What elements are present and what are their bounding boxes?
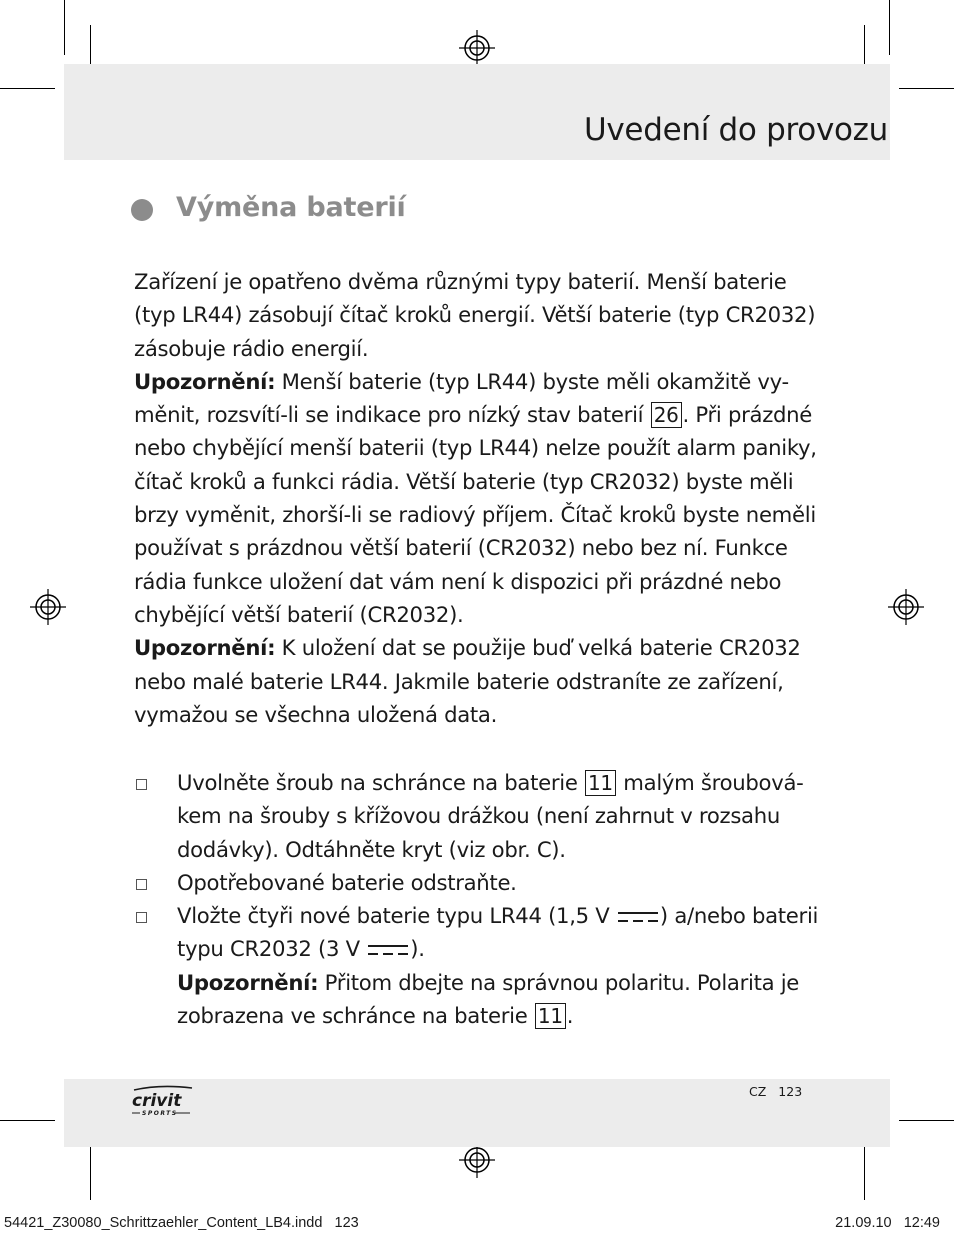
registration-mark-icon <box>459 30 495 66</box>
crivit-logo-icon <box>130 1084 196 1118</box>
crop-mark <box>899 1120 954 1121</box>
page-number-block <box>749 1084 814 1099</box>
note-text: K uložení dat se použije buď velká baterie CR2032 nebo malé baterie LR44. Jakmile baterie odstraníte ze zařízení, vymažou se všechna uložená data. <box>134 635 801 727</box>
step-text: malým šroubová-kem na šrouby s křížovou drážkou (není zahrnut v rozsahu dodávky). Odtáhněte kryt (viz obr. C). <box>177 770 804 862</box>
note-text: Menší baterie (typ LR44) byste měli okamžitě vy-měnit, rozsvítí-li se indikace pro nízký stav baterií <box>134 368 789 428</box>
registration-mark-icon <box>30 589 66 625</box>
page-title: Uvedení do provozu <box>583 112 888 148</box>
direct-current-icon <box>618 910 658 924</box>
step-text: Vložte čtyři nové baterie typu LR44 (1,5 V <box>177 903 616 929</box>
note-paragraph <box>134 631 834 731</box>
note-label: Upozornění: <box>134 635 276 661</box>
print-datetime: 21.09.10 12:49 <box>835 1215 940 1231</box>
svg-text:crivit: crivit <box>132 1091 182 1111</box>
language-code: CZ <box>749 1084 767 1099</box>
section-heading <box>134 192 406 223</box>
crop-mark <box>0 88 55 89</box>
note-paragraph <box>134 365 834 631</box>
step-list <box>134 766 834 1032</box>
file-slug: 54421_Z30080_Schrittzaehler_Content_LB4.indd 123 <box>4 1215 359 1231</box>
checkbox-square-icon <box>136 779 147 790</box>
crop-mark <box>0 1120 55 1121</box>
reference-number: 11 <box>585 770 616 796</box>
list-item <box>134 866 834 899</box>
reference-number: 26 <box>651 402 682 428</box>
checkbox-square-icon <box>136 912 147 923</box>
section-title: Výměna baterií <box>176 192 406 223</box>
crop-mark <box>64 0 65 55</box>
step-text: ) a/nebo baterii typu CR2032 (3 V <box>177 903 819 962</box>
note-text: . Při prázdné nebo chybějící menší baterii (typ LR44) nelze použít alarm paniky, čítač kroků a funkci rádia. Větší baterie (typ CR2032) byste měli brzy vyměnit, zhorší-li se radiový příjem. Čítač kroků byste neměli používat s prázdnou větší baterií (CR2032) nebo bez ní. Funkce rádia funkce uložení dat vám není k dispozici při prázdné nebo chybějící větší baterií (CR2032). <box>134 402 817 627</box>
step-text: Uvolněte šroub na schránce na baterie <box>177 770 584 795</box>
direct-current-icon <box>368 943 408 957</box>
svg-text:SPORTS: SPORTS <box>142 1110 178 1117</box>
checkbox-square-icon <box>136 879 147 890</box>
crop-mark <box>899 88 954 89</box>
note-label: Upozornění: <box>177 969 319 995</box>
list-item <box>134 766 834 866</box>
step-text: ). <box>410 936 425 962</box>
crop-mark <box>864 1140 865 1200</box>
registration-mark-icon <box>888 589 924 625</box>
crop-mark <box>889 0 890 55</box>
reference-number: 11 <box>535 1003 566 1029</box>
note-text: Přitom dbejte na správnou polaritu. Polarita je zobrazena ve schránce na baterie <box>177 969 800 1029</box>
page-number: 123 <box>778 1084 803 1099</box>
registration-mark-icon <box>459 1142 495 1178</box>
list-item <box>134 899 834 1032</box>
body-text <box>134 265 834 731</box>
crop-mark <box>90 1140 91 1200</box>
bullet-dot-icon <box>131 199 153 221</box>
intro-paragraph: Zařízení je opatřeno dvěma různými typy baterií. Menší baterie (typ LR44) zásobují čítač kroků energií. Větší baterie (typ CR2032) zásobuje rádio energií. <box>134 269 816 361</box>
note-text: . <box>566 1003 574 1029</box>
note-label: Upozornění: <box>134 368 276 394</box>
step-text: Opotřebované baterie odstraňte. <box>177 869 517 895</box>
